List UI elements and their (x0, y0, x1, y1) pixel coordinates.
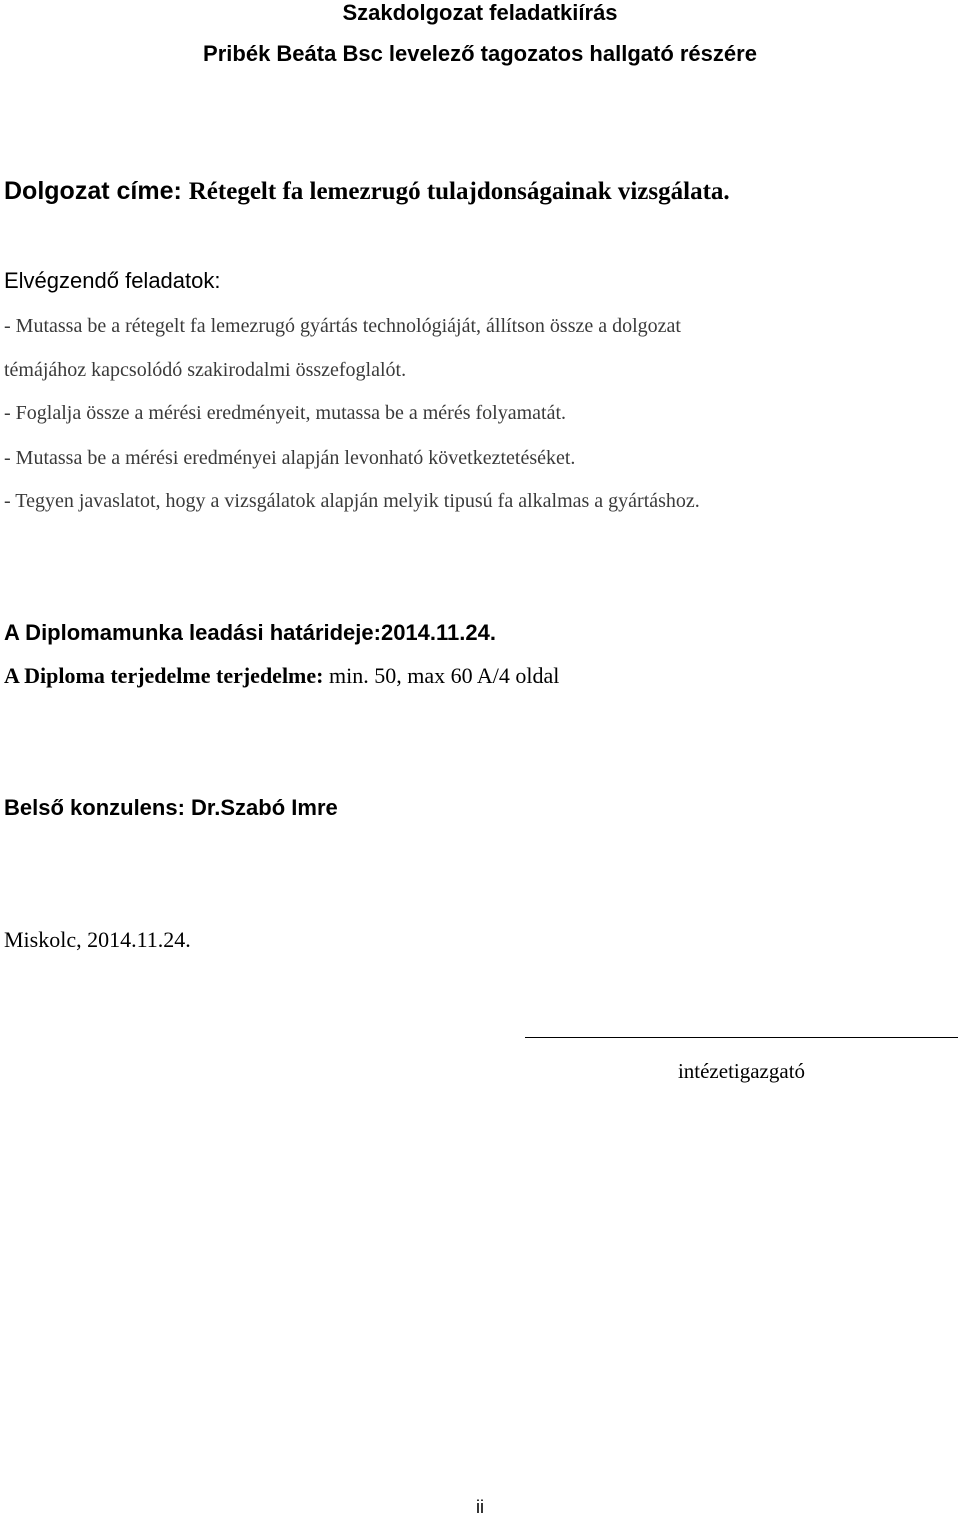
tasks-heading: Elvégzendő feladatok: (4, 268, 221, 293)
thesis-title-label: Dolgozat címe: (4, 177, 189, 205)
thesis-title-value: Rétegelt fa lemezrugó tulajdonságainak vizsgálata. (188, 178, 730, 205)
page-number: ii (476, 1497, 484, 1517)
task-line: - Foglalja össze a mérési eredményeit, mutassa be a mérés folyamatát. (4, 402, 567, 424)
signature-label: intézetigazgató (677, 1059, 806, 1083)
task-line: - Mutassa be a mérési eredményei alapján levonható következtetéséket. (4, 447, 576, 469)
submission-deadline: A Diplomamunka leadási határideje:2014.11.24. (4, 620, 496, 645)
thesis-title (4, 176, 730, 207)
signature-line (525, 1037, 958, 1038)
thesis-length (4, 663, 559, 689)
task-line: témájához kapcsolódó szakirodalmi összefoglalót. (4, 359, 407, 381)
internal-consultant: Belső konzulens: Dr.Szabó Imre (4, 795, 338, 820)
task-line: - Tegyen javaslatot, hogy a vizsgálatok alapján melyik tipusú fa alkalmas a gyártáshoz. (4, 490, 700, 512)
document-subtitle: Pribék Beáta Bsc levelező tagozatos hallgató részére (203, 41, 757, 66)
thesis-length-label: A Diploma terjedelme terjedelme: (4, 663, 324, 688)
place-and-date: Miskolc, 2014.11.24. (4, 927, 191, 952)
task-line: - Mutassa be a rétegelt fa lemezrugó gyártás technológiáját, állítson össze a dolgozat (4, 315, 681, 337)
thesis-length-value: min. 50, max 60 A/4 oldal (323, 663, 560, 688)
document-title: Szakdolgozat feladatkiírás (342, 0, 618, 25)
